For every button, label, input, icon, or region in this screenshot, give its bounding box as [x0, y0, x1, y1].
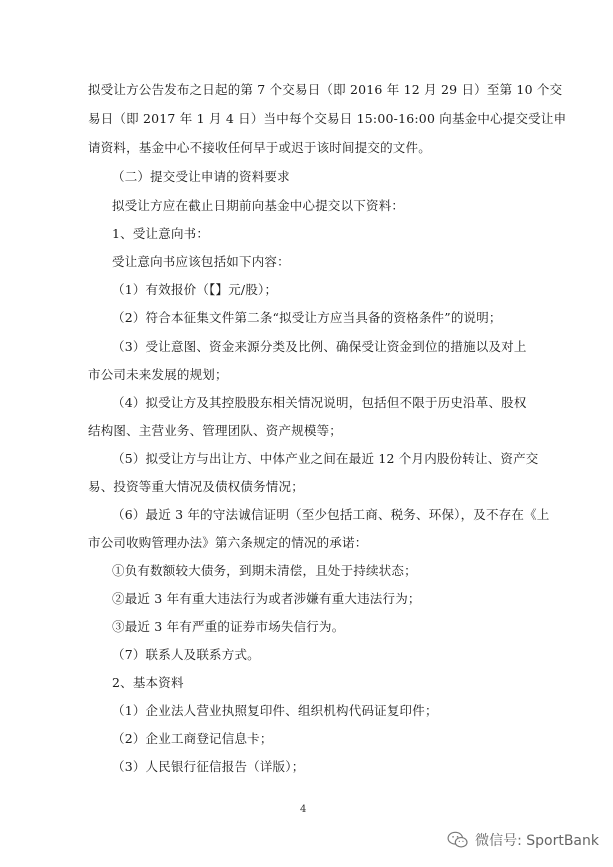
text-line: 1、受让意向书： — [112, 226, 210, 241]
text-line: 易、投资等重大情况及债权债务情况； — [88, 479, 304, 494]
watermark-text: 微信号: SportBank — [475, 833, 599, 849]
section-heading: 2、基本资料 — [112, 675, 184, 690]
text-line: （5）拟受让方与出让方、中体产业之间在最近 12 个月内股份转让、资产交 — [112, 451, 539, 466]
text-line: 结构图、主营业务、管理团队、资产规模等； — [88, 423, 343, 438]
text-line: 易日（即 2017 年 1 月 4 日）当中每个交易日 15:00-16:00 向基金中心提交受让申 — [88, 111, 567, 126]
wechat-icon — [447, 831, 469, 849]
text-line: 受让意向书应该包括如下内容： — [112, 254, 290, 269]
text-line: 市公司未来发展的规划； — [88, 367, 228, 382]
text-line: （4）拟受让方及其控股股东相关情况说明，包括但不限于历史沿革、股权 — [112, 395, 527, 410]
text-line: （3）人民银行征信报告（详版）； — [112, 759, 305, 774]
text-line: （2）企业工商登记信息卡； — [112, 731, 273, 746]
text-line: （1）有效报价（【】元/股）； — [112, 282, 278, 297]
text-line: （2）符合本征集文件第二条“拟受让方应当具备的资格条件”的说明； — [112, 310, 502, 325]
text-line: 拟受让方公告发布之日起的第 7 个交易日（即 2016 年 12 月 29 日）至第 10 个交 — [88, 82, 563, 97]
text-line: 市公司收购管理办法》第六条规定的情况的承诺： — [88, 535, 368, 550]
page-number: 4 — [300, 804, 307, 815]
watermark — [447, 830, 599, 850]
text-line: （6）最近 3 年的守法诚信证明（至少包括工商、税务、环保），及不存在《上 — [112, 507, 550, 522]
text-line: （1）企业法人营业执照复印件、组织机构代码证复印件； — [112, 703, 438, 718]
text-line: （3）受让意图、资金来源分类及比例、确保受让资金到位的措施以及对上 — [112, 339, 527, 354]
section-heading: （二）提交受让申请的资料要求 — [112, 169, 290, 184]
text-line: 请资料，基金中心不接收任何早于或迟于该时间提交的文件。 — [88, 140, 431, 155]
text-line: ②最近 3 年有重大违法行为或者涉嫌有重大违法行为； — [112, 591, 421, 606]
text-line: ③最近 3 年有严重的证券市场失信行为。 — [112, 619, 345, 634]
text-line: 拟受让方应在截止日期前向基金中心提交以下资料： — [112, 198, 405, 213]
text-line: （7）联系人及联系方式。 — [112, 647, 260, 662]
text-line: ①负有数额较大债务，到期未清偿，且处于持续状态； — [112, 563, 417, 578]
